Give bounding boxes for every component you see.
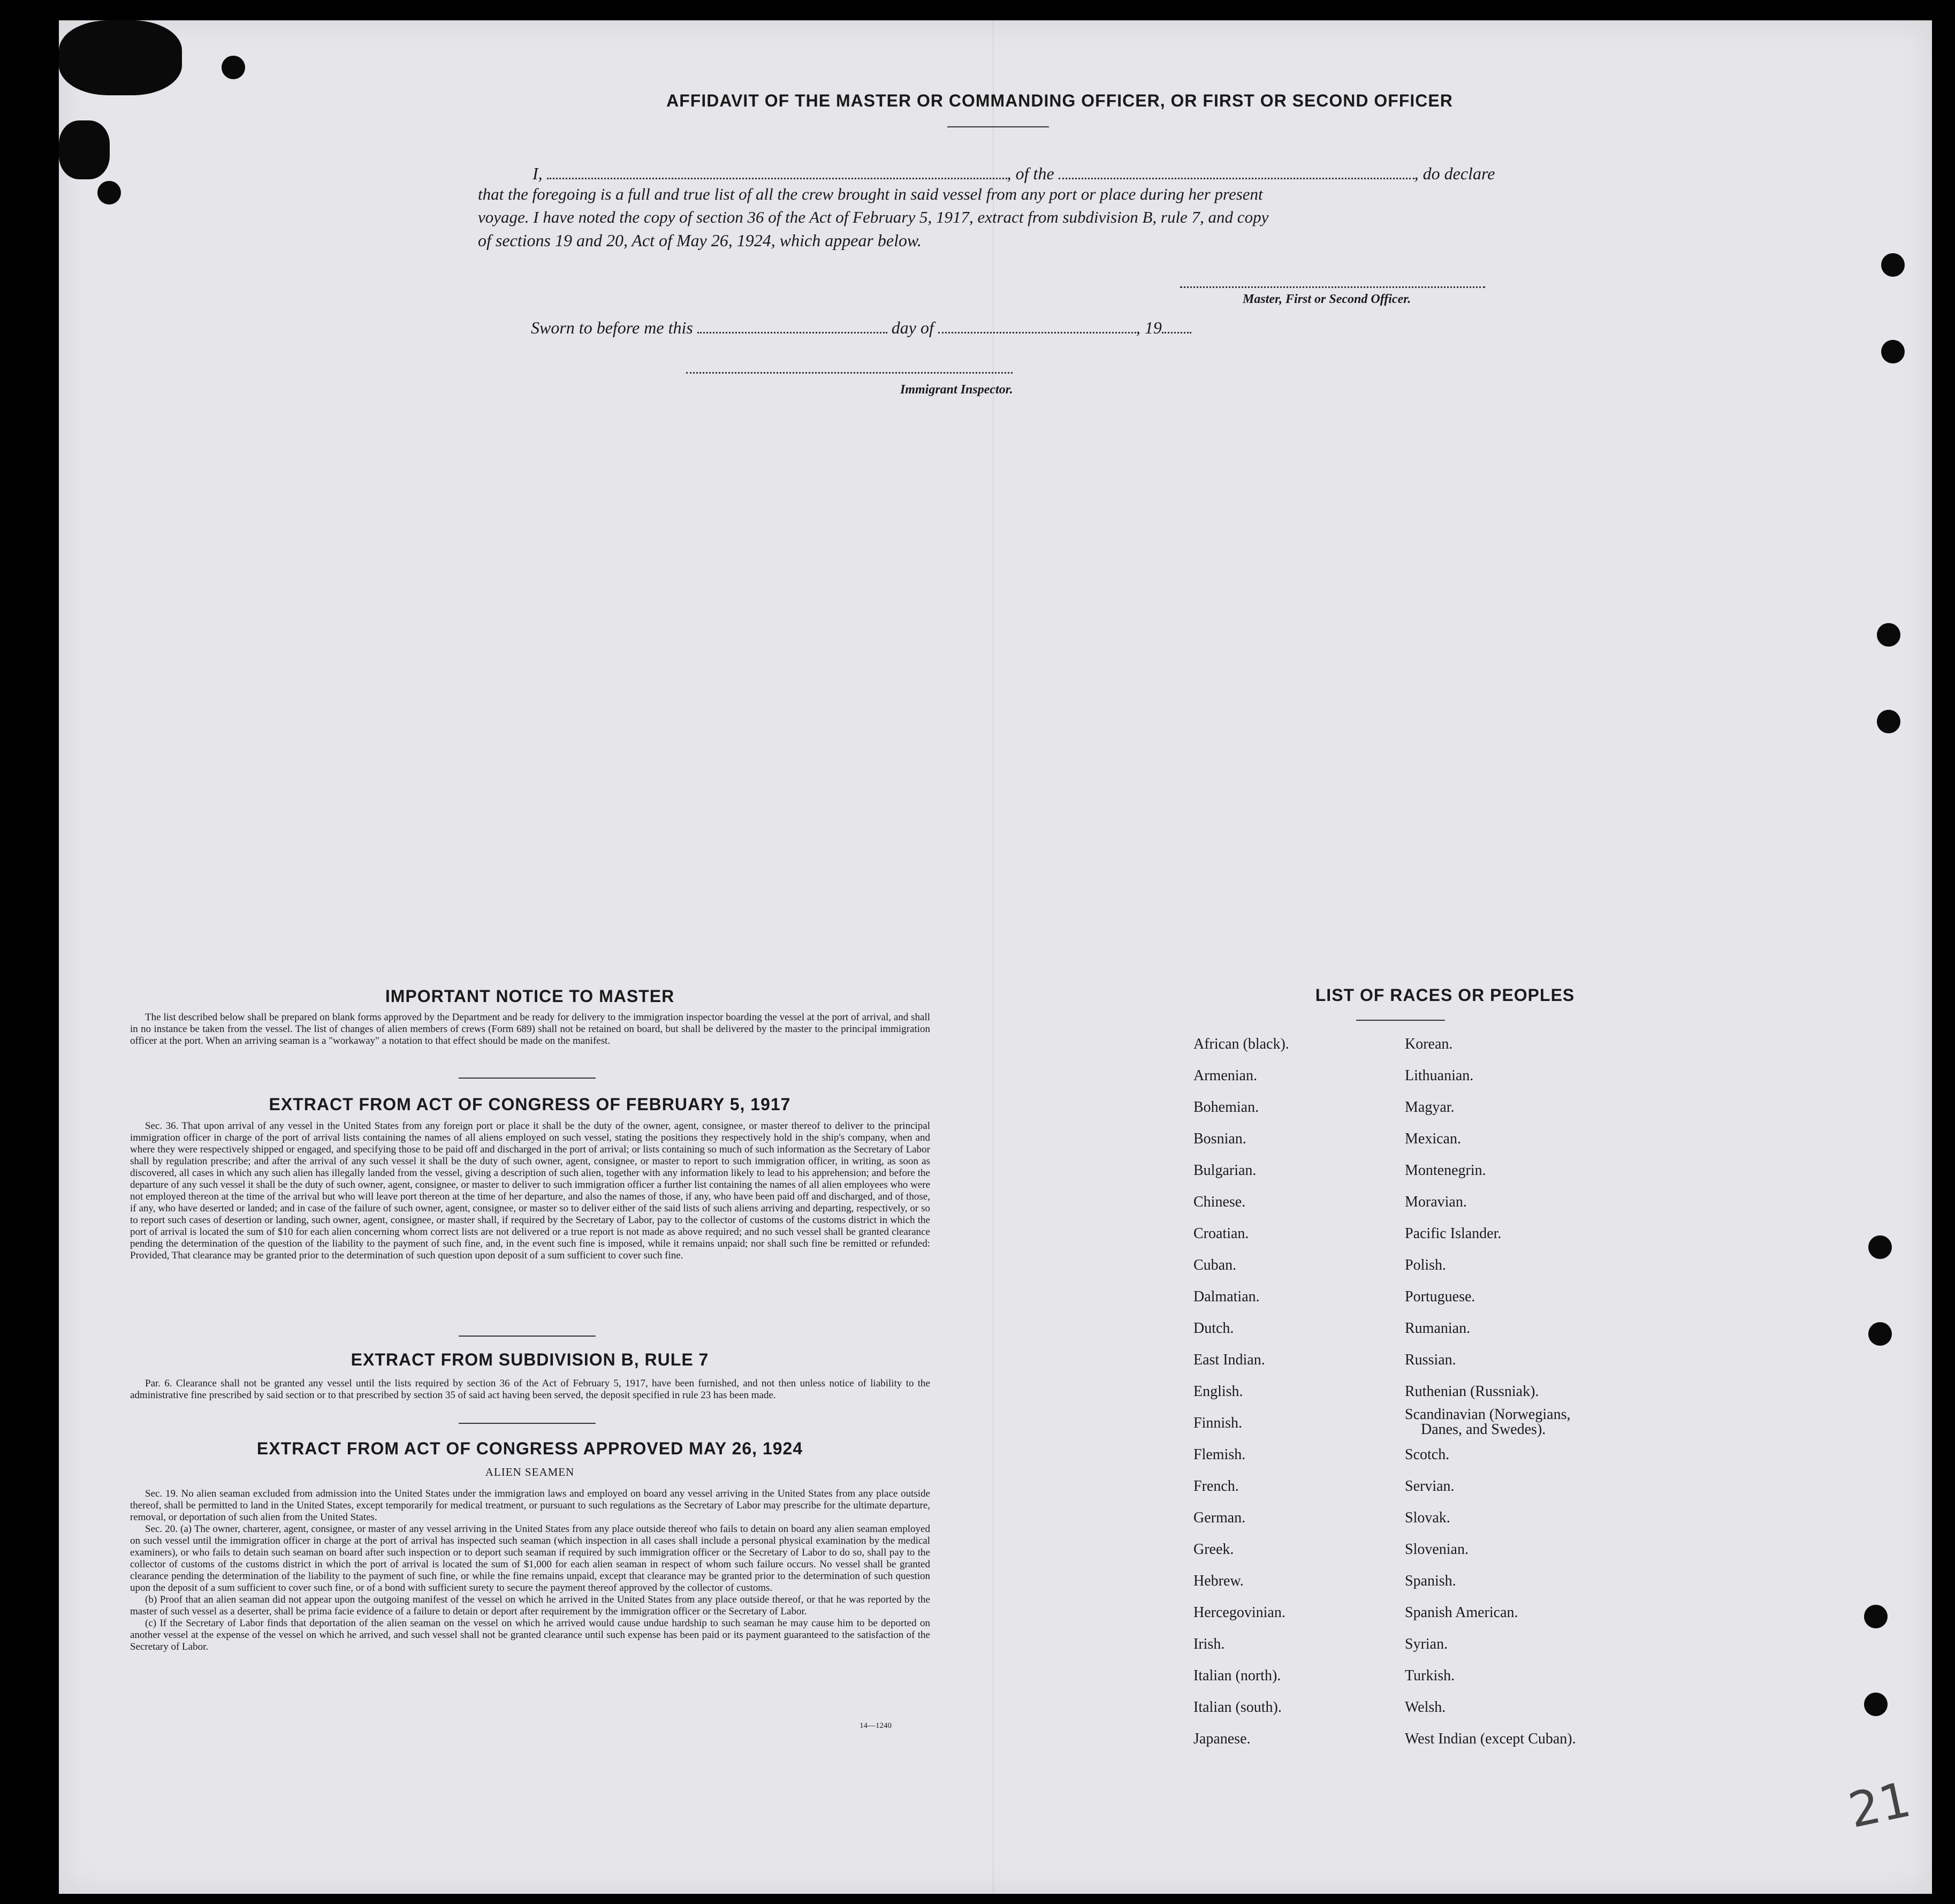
master-caption: Master, First or Second Officer. — [1243, 292, 1411, 306]
race-item: Croatian. — [1193, 1225, 1249, 1242]
race-item: Portuguese. — [1405, 1288, 1475, 1305]
race-item: Armenian. — [1193, 1067, 1257, 1084]
race-item: African (black). — [1193, 1036, 1289, 1052]
notice-title: IMPORTANT NOTICE TO MASTER — [385, 987, 675, 1006]
sworn-line — [531, 316, 1191, 338]
races-left-column — [1193, 1036, 1289, 1762]
race-item: English. — [1193, 1383, 1243, 1400]
page-fold — [993, 20, 994, 1894]
race-item: Scotch. — [1405, 1446, 1450, 1463]
race-item: West Indian (except Cuban). — [1405, 1731, 1576, 1747]
race-item-continuation: Danes, and Swedes). — [1421, 1421, 1546, 1438]
race-item: Slovenian. — [1405, 1541, 1469, 1558]
sec-20c-text: (c) If the Secretary of Labor finds that deportation of the alien seaman on the vessel on which he arrived would cause undue hardship to such seaman he may cause him to be deported on another vessel at the expense of the vessel on which he arrived, and such vessel shall not be granted clearance until such expense has been paid or its payment guaranteed to the satisfaction of the Secretary of Labor. — [130, 1618, 930, 1652]
name-blank[interactable] — [547, 162, 1007, 179]
race-item: German. — [1193, 1509, 1246, 1526]
race-item: Cuban. — [1193, 1257, 1237, 1273]
race-item: East Indian. — [1193, 1352, 1265, 1368]
extract-1924-body — [130, 1488, 930, 1653]
sworn-text: Sworn to before me this — [531, 318, 693, 337]
affidavit-line-2: that the foregoing is a full and true list of all the crew brought in said vessel from any port or place during her present — [478, 185, 1263, 203]
form-number: 14—1240 — [859, 1721, 892, 1730]
alien-seamen-subtitle: ALIEN SEAMEN — [485, 1466, 575, 1478]
sec-20b-text: (b) Proof that an alien seaman did not appear upon the outgoing manifest of the vessel on which he arrived in the United States from any place outside thereof, or that he was reported by the master of such vessel as a deserter, shall be prima facie evidence of a failure to detain or deport after requirement by the immigration officer or the Secretary of Labor. — [130, 1594, 930, 1617]
vessel-blank[interactable] — [1059, 162, 1414, 179]
race-item: Hebrew. — [1193, 1573, 1244, 1589]
race-item: Japanese. — [1193, 1731, 1251, 1747]
extract-1924-title: EXTRACT FROM ACT OF CONGRESS APPROVED MAY 26, 1924 — [256, 1439, 803, 1458]
race-item: Dalmatian. — [1193, 1288, 1260, 1305]
rule-7-body — [130, 1378, 930, 1401]
race-item: Polish. — [1405, 1257, 1447, 1273]
affidavit-text: , do declare — [1414, 164, 1495, 183]
rule-7-title: EXTRACT FROM SUBDIVISION B, RULE 7 — [351, 1350, 709, 1369]
sec-19-text: Sec. 19. No alien seaman excluded from admission into the United States under the immigration laws and employed on board any vessel arriving in the United States from any place outside thereof, shall be permitted to land in the United States, except temporarily for medical treatment, or pursuant to such regulations as the Secretary of Labor may prescribe for the ultimate departure, removal, or deportation of such alien from the United States. — [130, 1488, 930, 1523]
affidavit-text: I, — [533, 164, 543, 183]
handwritten-page-number: 21 — [1844, 1771, 1916, 1839]
punch-hole — [1877, 623, 1900, 647]
section-rule — [459, 1078, 596, 1079]
race-item: Servian. — [1405, 1478, 1455, 1495]
notice-text: The list described below shall be prepared on blank forms approved by the Department and be ready for delivery to the immigration inspector boarding the vessel at the port of arrival, and shall in no instance be taken from the vessel. The list of changes of alien members of crews (Form 689) shall not be retained on board, but shall be delivered by the master to the principal immigration officer at the port. When an arriving seaman is a "workaway" a notation to that effect should be made on the manifest. — [130, 1012, 930, 1046]
affidavit-title: AFFIDAVIT OF THE MASTER OR COMMANDING OFFICER, OR FIRST OR SECOND OFFICER — [666, 91, 1453, 110]
punch-hole — [1868, 1322, 1892, 1346]
month-blank[interactable] — [938, 316, 1136, 333]
punch-hole — [1881, 340, 1905, 363]
race-item: Syrian. — [1405, 1636, 1448, 1652]
race-item: Scandinavian (Norwegians, Danes, and Swedes). — [1405, 1407, 1576, 1446]
race-item: Finnish. — [1193, 1415, 1243, 1431]
section-rule — [459, 1423, 596, 1424]
races-title-rule — [1356, 1020, 1445, 1021]
extract-1917-body — [130, 1120, 930, 1262]
section-36-text: Sec. 36. That upon arrival of any vessel in the United States from any foreign port or place it shall be the duty of the owner, agent, consignee, or master thereof to deliver to the principal immigration officer in charge of the port of arrival lists containing the names of all aliens employed on such vessel, stating the positions they respectively hold in the ship's company, when and where they were respectively shipped or engaged, and specifying those to be paid off and discharged in the port of arrival; or lists containing so much of such information as the Secretary of Labor shall by regulation prescribe; and after the arrival of any such vessel it shall be the duty of such owner, agent, consignee, or master to report to such immigration officer, in writing, as soon as discovered, all cases in which any such alien has illegally landed from the vessel, giving a description of such alien, together with any information likely to lead to his apprehension; and before the departure of any such vessel it shall be the duty of such owner, agent, consignee, or master to deliver to such immigration officer a further list containing the names of all alien employees who were not employed thereon at the time of the arrival but who will leave port thereon at the time of her departure, and also the names of those, if any, who have been paid off and discharged, and of those, if any, who have deserted or landed; and in case of the failure of such owner, agent, consignee, or master so to deliver either of the said lists of such aliens arriving and departing, respectively, or so to report such cases of desertion or landing, such owner, agent, consignee, or master shall, if required by the Secretary of Labor, pay to the collector of customs of the customs district in which the port of arrival is located the sum of $10 for each alien concerning whom correct lists are not delivered or a true report is not made as above required; and no such vessel shall be granted clearance pending the determination of the question of the liability to the payment of such fine, and, in the event such fine is imposed, while it remains unpaid; nor shall such fine be remitted or refunded: Provided, That clearance may be granted prior to the determination of such question upon deposit of a sum sufficient to cover such fine. — [130, 1120, 930, 1261]
sworn-text: day of — [891, 318, 934, 337]
race-item: Ruthenian (Russniak). — [1405, 1383, 1539, 1400]
race-item: Moravian. — [1405, 1194, 1467, 1210]
punch-hole — [1864, 1693, 1888, 1716]
race-item: Bosnian. — [1193, 1131, 1246, 1147]
race-item: Rumanian. — [1405, 1320, 1471, 1337]
affidavit-text: , of the — [1007, 164, 1054, 183]
race-item: Magyar. — [1405, 1099, 1455, 1116]
inspector-caption: Immigrant Inspector. — [900, 383, 1013, 397]
race-item: Turkish. — [1405, 1667, 1455, 1684]
master-signature-line[interactable] — [1180, 270, 1485, 288]
race-item: Hercegovinian. — [1193, 1604, 1285, 1621]
race-item: Irish. — [1193, 1636, 1225, 1652]
punch-hole — [1868, 1235, 1892, 1259]
day-blank[interactable] — [697, 316, 887, 333]
race-item: Montenegrin. — [1405, 1162, 1486, 1179]
races-title: LIST OF RACES OR PEOPLES — [1315, 985, 1575, 1005]
race-item: Flemish. — [1193, 1446, 1246, 1463]
race-item: Bulgarian. — [1193, 1162, 1257, 1179]
punch-hole — [222, 56, 245, 79]
title-rule — [947, 126, 1049, 127]
race-item: Chinese. — [1193, 1194, 1246, 1210]
race-item: Pacific Islander. — [1405, 1225, 1502, 1242]
par-6-text: Par. 6. Clearance shall not be granted any vessel until the lists required by section 36 of the Act of February 5, 1917, have been furnished, and not then unless notice of liability to the administrative fine prescribed by said section or to that prescribed by section 35 of said act having been served, the deposit specified in rule 23 has been made. — [130, 1378, 930, 1401]
race-item: French. — [1193, 1478, 1239, 1495]
race-item: Spanish. — [1405, 1573, 1456, 1589]
section-rule — [459, 1336, 596, 1337]
ink-blot — [59, 20, 182, 95]
ink-blot — [59, 120, 110, 179]
race-item: Spanish American. — [1405, 1604, 1518, 1621]
affidavit-line-3: voyage. I have noted the copy of section 36 of the Act of February 5, 1917, extract from subdivision B, rule 7, and copy — [478, 208, 1269, 226]
extract-1917-title: EXTRACT FROM ACT OF CONGRESS OF FEBRUARY 5, 1917 — [269, 1095, 791, 1114]
punch-hole — [1864, 1605, 1888, 1628]
sec-20a-text: Sec. 20. (a) The owner, charterer, agent, consignee, or master of any vessel arriving in the United States from any place outside thereof who fails to detain on board any alien seaman employed on such vessel until the immigration officer in charge at the port of arrival has inspected such seaman (which inspection in all cases shall include a personal physical examination by the medical examiners), or who fails to detain such seaman on board after such inspection or to deport such seaman if required by such immigration officer or the Secretary of Labor to do so, shall pay to the collector of customs of the customs district in which the port of arrival is located the sum of $1,000 for each alien seaman in respect of whom such failure occurs. No vessel shall be granted clearance pending the determination of the liability to the payment of such fine, or while the fine remains unpaid, except that clearance may be granted prior to the determination of such question upon the deposit of a sum sufficient to cover such fine, or of a bond with sufficient surety to secure the payment thereof approved by the collector of customs. — [130, 1523, 930, 1594]
race-item: Italian (south). — [1193, 1699, 1282, 1716]
race-item: Slovak. — [1405, 1509, 1450, 1526]
sworn-text: , 19 — [1136, 318, 1162, 337]
races-right-column — [1405, 1036, 1576, 1762]
race-item: Greek. — [1193, 1541, 1234, 1558]
race-item: Lithuanian. — [1405, 1067, 1474, 1084]
race-item: Korean. — [1405, 1036, 1453, 1052]
affidavit-line-4: of sections 19 and 20, Act of May 26, 1924, which appear below. — [478, 231, 922, 250]
race-item: Dutch. — [1193, 1320, 1234, 1337]
race-item: Russian. — [1405, 1352, 1456, 1368]
race-item: Welsh. — [1405, 1699, 1446, 1716]
punch-hole — [1881, 253, 1905, 277]
inspector-signature-line[interactable] — [686, 356, 1013, 374]
race-item: Italian (north). — [1193, 1667, 1281, 1684]
notice-body — [130, 1012, 930, 1047]
year-blank[interactable] — [1162, 316, 1191, 333]
punch-hole — [97, 181, 121, 204]
punch-hole — [1877, 710, 1900, 733]
race-item: Mexican. — [1405, 1131, 1461, 1147]
affidavit-line-1 — [533, 162, 1495, 184]
race-item: Bohemian. — [1193, 1099, 1259, 1116]
